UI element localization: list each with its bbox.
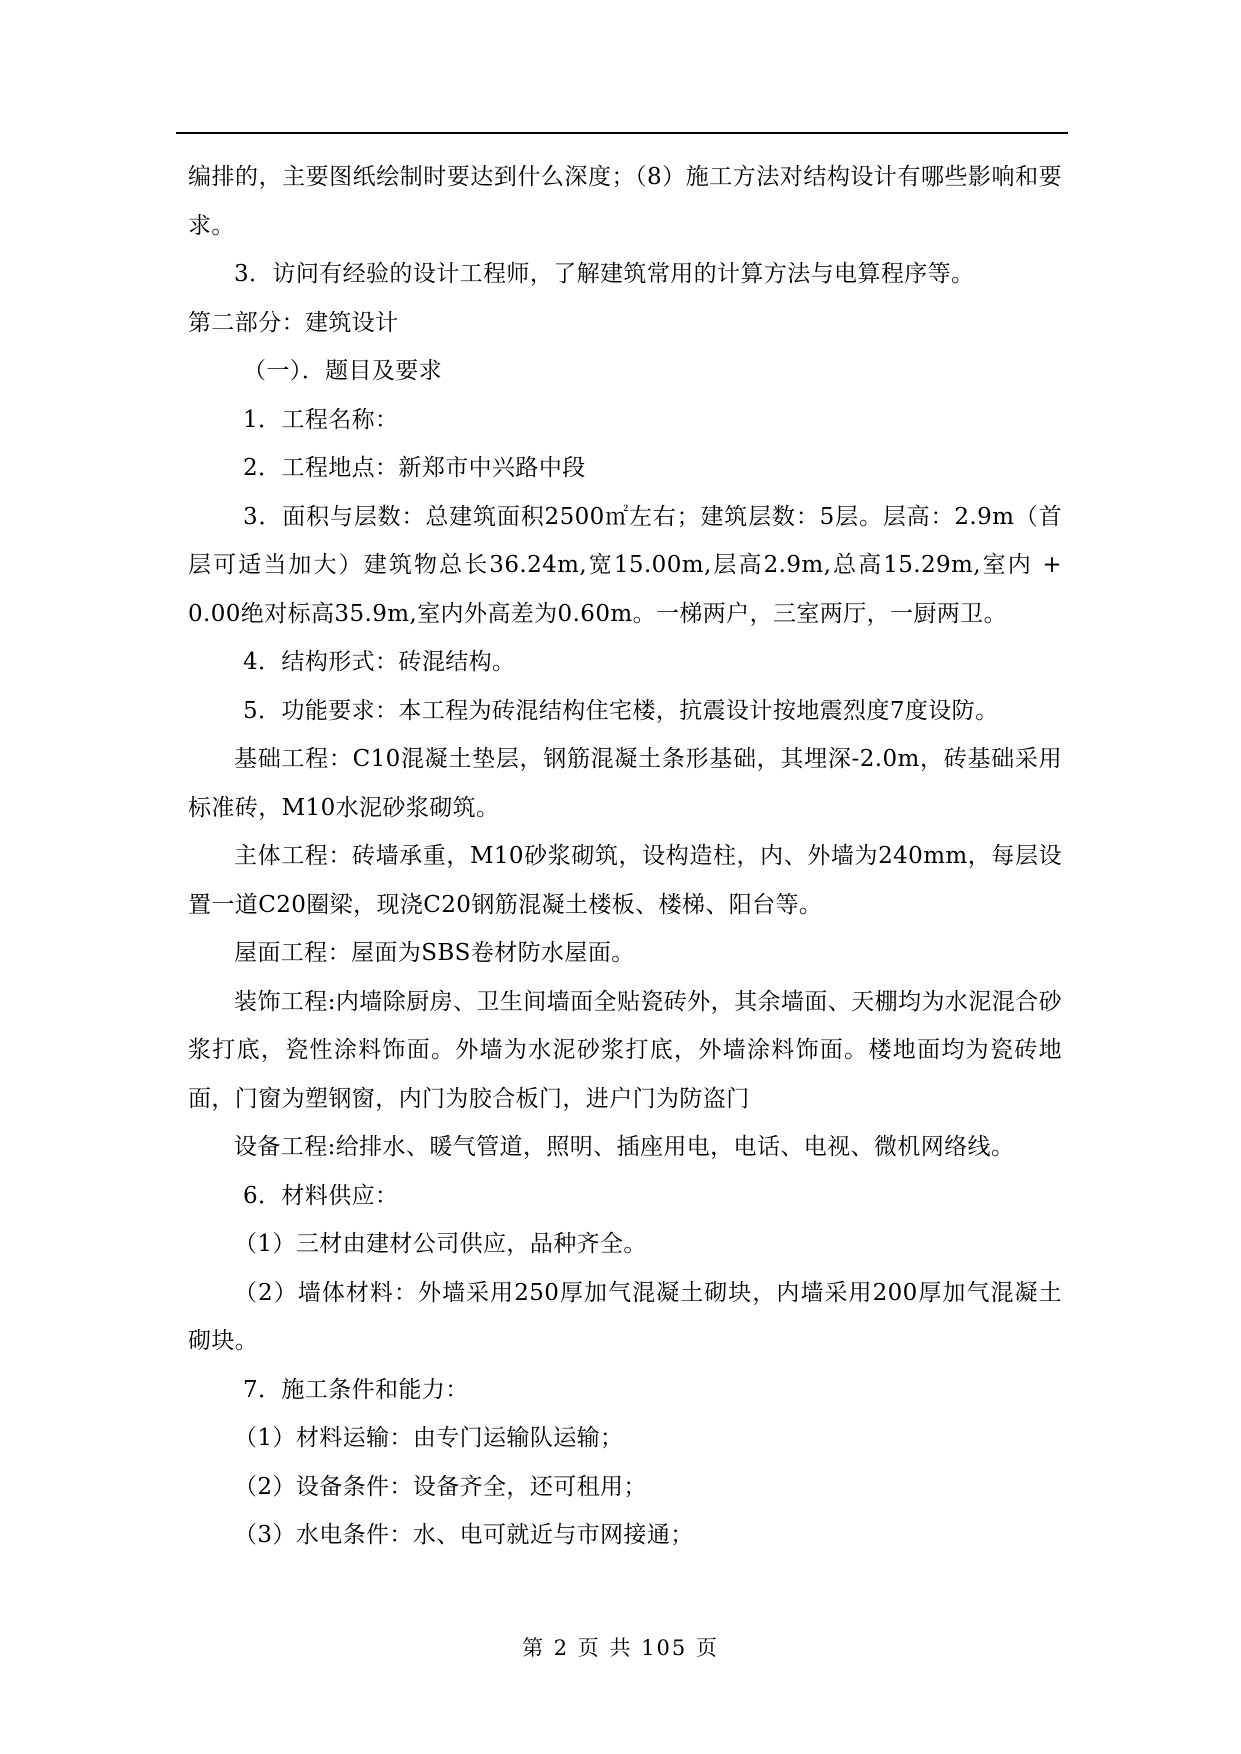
list-item: 6．材料供应： bbox=[243, 1182, 399, 1209]
paragraph: 装饰工程:内墙除厨房、卫生间墙面全贴瓷砖外，其余墙面、天棚均为水泥混合砂浆打底，瓷性涂料饰面。外墙为水泥砂浆打底，外墙涂料饰面。楼地面均为瓷砖地面，门窗为塑钢窗，内门为胶合板门，进户门为防盗门 bbox=[188, 988, 1062, 1112]
list-item: 2．工程地点：新郑市中兴路中段 bbox=[243, 455, 586, 481]
list-item: （1）三材由建材公司供应，品种齐全。 bbox=[234, 1231, 647, 1257]
paragraph: 3．访问有经验的设计工程师，了解建筑常用的计算方法与电算程序等。 bbox=[234, 261, 975, 287]
list-item: （1）材料运输：由专门运输队运输； bbox=[234, 1425, 624, 1451]
paragraph: 主体工程：砖墙承重，M10砂浆砌筑，设构造柱，内、外墙为240mm，每层设置一道C20圈梁，现浇C20钢筋混凝土楼板、楼梯、阳台等。 bbox=[188, 843, 1062, 918]
list-item: 3．面积与层数：总建筑面积2500㎡左右；建筑层数：5层。层高：2.9m（首层可适当加大）建筑物总长36.24m,宽15.00m,层高2.9m,总高15.29m,室内 + 0.00绝对标高35.9m,室内外高差为0.60m。一梯两户，三室两厅，一厨两卫。 bbox=[188, 503, 1062, 627]
list-item: 7．施工条件和能力： bbox=[243, 1376, 469, 1403]
paragraph: 基础工程：C10混凝土垫层，钢筋混凝土条形基础，其埋深-2.0m，砖基础采用标准砖，M10水泥砂浆砌筑。 bbox=[188, 746, 1062, 821]
document-body bbox=[188, 153, 1062, 1560]
list-item: （2）设备条件：设备齐全，还可租用； bbox=[234, 1473, 647, 1500]
section-heading: 第二部分：建筑设计 bbox=[188, 309, 399, 336]
list-item: （3）水电条件：水、电可就近与市网接通； bbox=[234, 1522, 694, 1548]
list-item: 1．工程名称： bbox=[243, 406, 399, 433]
header-rule bbox=[176, 132, 1068, 134]
list-item: （2）墙体材料：外墙采用250厚加气混凝土砌块，内墙采用200厚加气混凝土砌块。 bbox=[188, 1279, 1062, 1354]
list-item: 5．功能要求：本工程为砖混结构住宅楼，抗震设计按地震烈度7度设防。 bbox=[243, 697, 999, 724]
paragraph: 编排的，主要图纸绘制时要达到什么深度；（8）施工方法对结构设计有哪些影响和要求。 bbox=[188, 164, 1062, 239]
subsection-heading: （一）．题目及要求 bbox=[243, 358, 443, 384]
page-number-footer: 第 2 页 共 105 页 bbox=[522, 1636, 719, 1660]
paragraph: 屋面工程：屋面为SBS卷材防水屋面。 bbox=[234, 940, 635, 966]
paragraph: 设备工程:给排水、暖气管道，照明、插座用电，电话、电视、微机网络线。 bbox=[234, 1134, 1015, 1160]
list-item: 4．结构形式：砖混结构。 bbox=[243, 649, 516, 675]
